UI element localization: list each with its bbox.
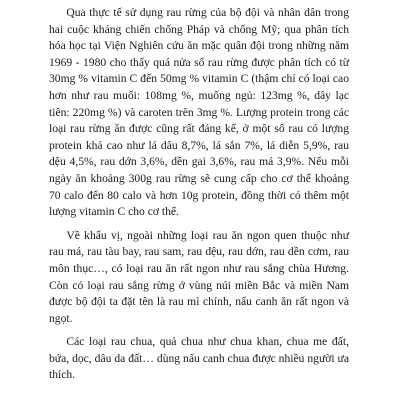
paragraph-nutrition: Qua thực tế sử dụng rau rừng của bộ đội và nhân dân trong hai cuộc kháng chiến chống Pháp và chống Mỹ; qua phân tích hóa học tại Viện Nghiên cứu ăn mặc quân đội trong những năm 1969 - 1980 cho thấy quá nửa số rau rừng được phân tích có từ 30mg % vitamin C đến 50mg % vitamin C (thậm chí có loại cao hơn như rau muối: 108mg %, muống ngủ: 123mg %, dây lạc tiên: 220mg %) và caroten trên 3mg %. Lượng protein trong các loại rau rừng ăn được cũng rất đáng kể, ở một số rau có lượng protein khá cao như lá dâu 8,7%, lá sắn 7%, lá diễn 5,9%, rau dệu 4,5%, rau dớn 3,6%, dền gai 3,6%, rau má 3,9%. Nếu mỗi ngày ăn khoảng 300g rau rừng sẽ cung cấp cho cơ thể khoảng 70 calo đến 80 calo và hơn 10g protein, đồng thời có thêm một lượng vitamin C cho cơ thể. [49,6,349,219]
paragraph-sour-vegetables: Các loại rau chua, quả chua như chua khan, chua me đất, bứa, dọc, dâu da đất… dùng nấu canh chua được nhiều người ưa thích. [49,335,349,382]
paragraph-taste: Về khẩu vị, ngoài những loại rau ăn ngon quen thuộc như rau má, rau tàu bay, rau sam, rau dệu, rau dớn, rau dền cơm, rau môn thục…, có loại rau ăn rất ngon như rau sắng chùa Hương. Còn có loại rau sắng rừng ở vùng núi miền Bắc và miền Nam được bộ đội ta đặt tên là rau mì chính, nấu canh ăn rất ngon và ngọt. [49,228,349,325]
